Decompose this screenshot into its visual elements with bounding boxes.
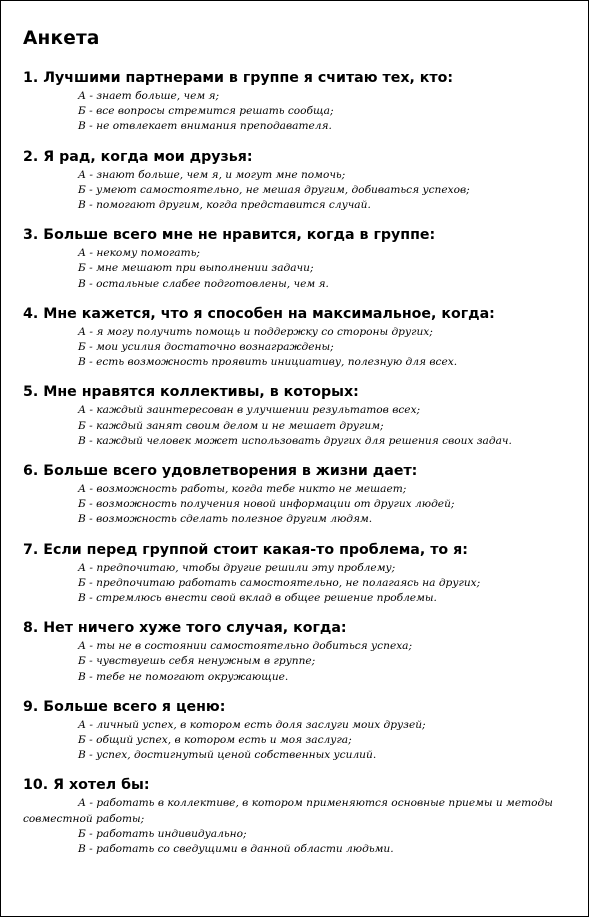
answer-option-b: Б - мои усилия достаточно вознаграждены;: [78, 341, 334, 354]
question-number: 1.: [23, 70, 39, 86]
question-text: Если перед группой стоит какая-то проблема, то я:: [43, 541, 468, 558]
answer-option-a: А - возможность работы, когда тебе никто не мешает;: [78, 483, 407, 496]
question-number: 7.: [23, 541, 39, 558]
question-5: [23, 383, 588, 449]
answer-option-v: В - есть возможность проявить инициативу, полезную для всех.: [78, 356, 458, 369]
question-4: [23, 305, 588, 371]
question-text: Мне нравятся коллективы, в которых:: [43, 384, 359, 401]
answer-options: [23, 325, 588, 371]
answer-option-v: В - не отвлекает внимания преподавателя.: [78, 120, 332, 133]
answer-option-v: В - каждый человек может использовать других для решения своих задач.: [78, 434, 512, 447]
answer-option-a: А - некому помогать;: [78, 247, 200, 260]
question-9: [23, 698, 588, 764]
question-number: 6.: [23, 463, 39, 480]
question-number: 3.: [23, 227, 39, 244]
answer-options: [23, 403, 588, 449]
question-text: Нет ничего хуже того случая, когда:: [43, 620, 347, 637]
question-heading: [23, 148, 588, 166]
answer-options: [23, 639, 588, 685]
answer-option-a: А - предпочитаю, чтобы другие решили эту проблему;: [78, 561, 396, 574]
question-3: [23, 226, 588, 292]
question-10: [23, 776, 588, 857]
question-text: Больше всего удовлетворения в жизни дает:: [43, 463, 418, 480]
answer-option-a: А - работать в коллективе, в котором применяются основные приемы и методы совместной работы;: [23, 797, 553, 825]
answer-option-b: Б - все вопросы стремится решать сообща;: [78, 105, 334, 118]
question-8: [23, 619, 588, 685]
answer-options: [23, 246, 588, 292]
answer-option-b: Б - общий успех, в котором есть и моя заслуга;: [78, 734, 352, 747]
question-7: [23, 541, 588, 607]
answer-option-a: А - я могу получить помощь и поддержку со стороны других;: [78, 325, 433, 338]
answer-options: [23, 168, 588, 214]
question-heading: [23, 226, 588, 244]
answer-option-v: В - остальные слабее подготовлены, чем я.: [78, 277, 329, 290]
question-text: Больше всего мне не нравится, когда в группе:: [43, 227, 436, 244]
answer-option-b: Б - умеют самостоятельно, не мешая другим, добиваться успехов;: [78, 183, 470, 196]
question-heading: [23, 69, 588, 87]
answer-options: [23, 718, 588, 764]
answer-option-b: Б - предпочитаю работать самостоятельно, не полагаясь на других;: [78, 576, 481, 589]
answer-option-a: А - знает больше, чем я;: [78, 90, 220, 102]
question-heading: [23, 462, 588, 480]
answer-option-v: В - стремлюсь внести свой вклад в общее решение проблемы.: [78, 592, 437, 605]
answer-option-a: А - знают больше, чем я, и могут мне помочь;: [78, 168, 346, 181]
answer-option-a: А - каждый заинтересован в улучшении результатов всех;: [78, 404, 421, 417]
answer-option-a: А - ты не в состоянии самостоятельно добиться успеха;: [78, 640, 413, 653]
answer-options: [23, 561, 588, 607]
question-text: Я рад, когда мои друзья:: [43, 148, 253, 165]
question-number: 2.: [23, 148, 39, 165]
question-number: 8.: [23, 620, 39, 637]
answer-option-b: Б - возможность получения новой информации от других людей;: [78, 498, 455, 511]
answer-option-b: Б - чувствуешь себя ненужным в группе;: [78, 655, 316, 668]
answer-options: [23, 482, 588, 528]
question-number: 10.: [23, 777, 49, 794]
answer-option-b: Б - работать индивидуально;: [78, 827, 247, 840]
answer-options: [23, 796, 588, 857]
page-title: Анкета: [23, 28, 100, 49]
question-6: [23, 462, 588, 528]
question-number: 4.: [23, 305, 39, 322]
question-1: [23, 69, 588, 135]
answer-option-v: В - возможность сделать полезное другим людям.: [78, 513, 373, 526]
question-number: 9.: [23, 698, 39, 715]
question-text: Больше всего я ценю:: [43, 698, 226, 715]
question-heading: [23, 541, 588, 559]
question-heading: [23, 619, 588, 637]
answer-option-v: В - успех, достигнутый ценой собственных усилий.: [78, 749, 377, 762]
answer-option-a: А - личный успех, в котором есть доля заслуги моих друзей;: [78, 718, 426, 731]
question-heading: [23, 383, 588, 401]
question-heading: [23, 776, 588, 794]
question-text: Лучшими партнерами в группе я считаю тех, кто:: [43, 70, 454, 86]
question-heading: [23, 305, 588, 323]
answer-option-v: В - помогают другим, когда представится случай.: [78, 199, 371, 212]
answer-option-b: Б - каждый занят своим делом и не мешает другим;: [78, 419, 384, 432]
question-heading: [23, 698, 588, 716]
answer-options: [23, 89, 588, 135]
answer-option-b: Б - мне мешают при выполнении задачи;: [78, 262, 314, 275]
question-number: 5.: [23, 384, 39, 401]
answer-option-v: В - тебе не помогают окружающие.: [78, 670, 289, 683]
question-2: [23, 148, 588, 214]
question-text: Мне кажется, что я способен на максимальное, когда:: [43, 305, 495, 322]
question-text: Я хотел бы:: [53, 777, 150, 794]
answer-option-v: В - работать со сведущими в данной области людьми.: [78, 843, 394, 856]
